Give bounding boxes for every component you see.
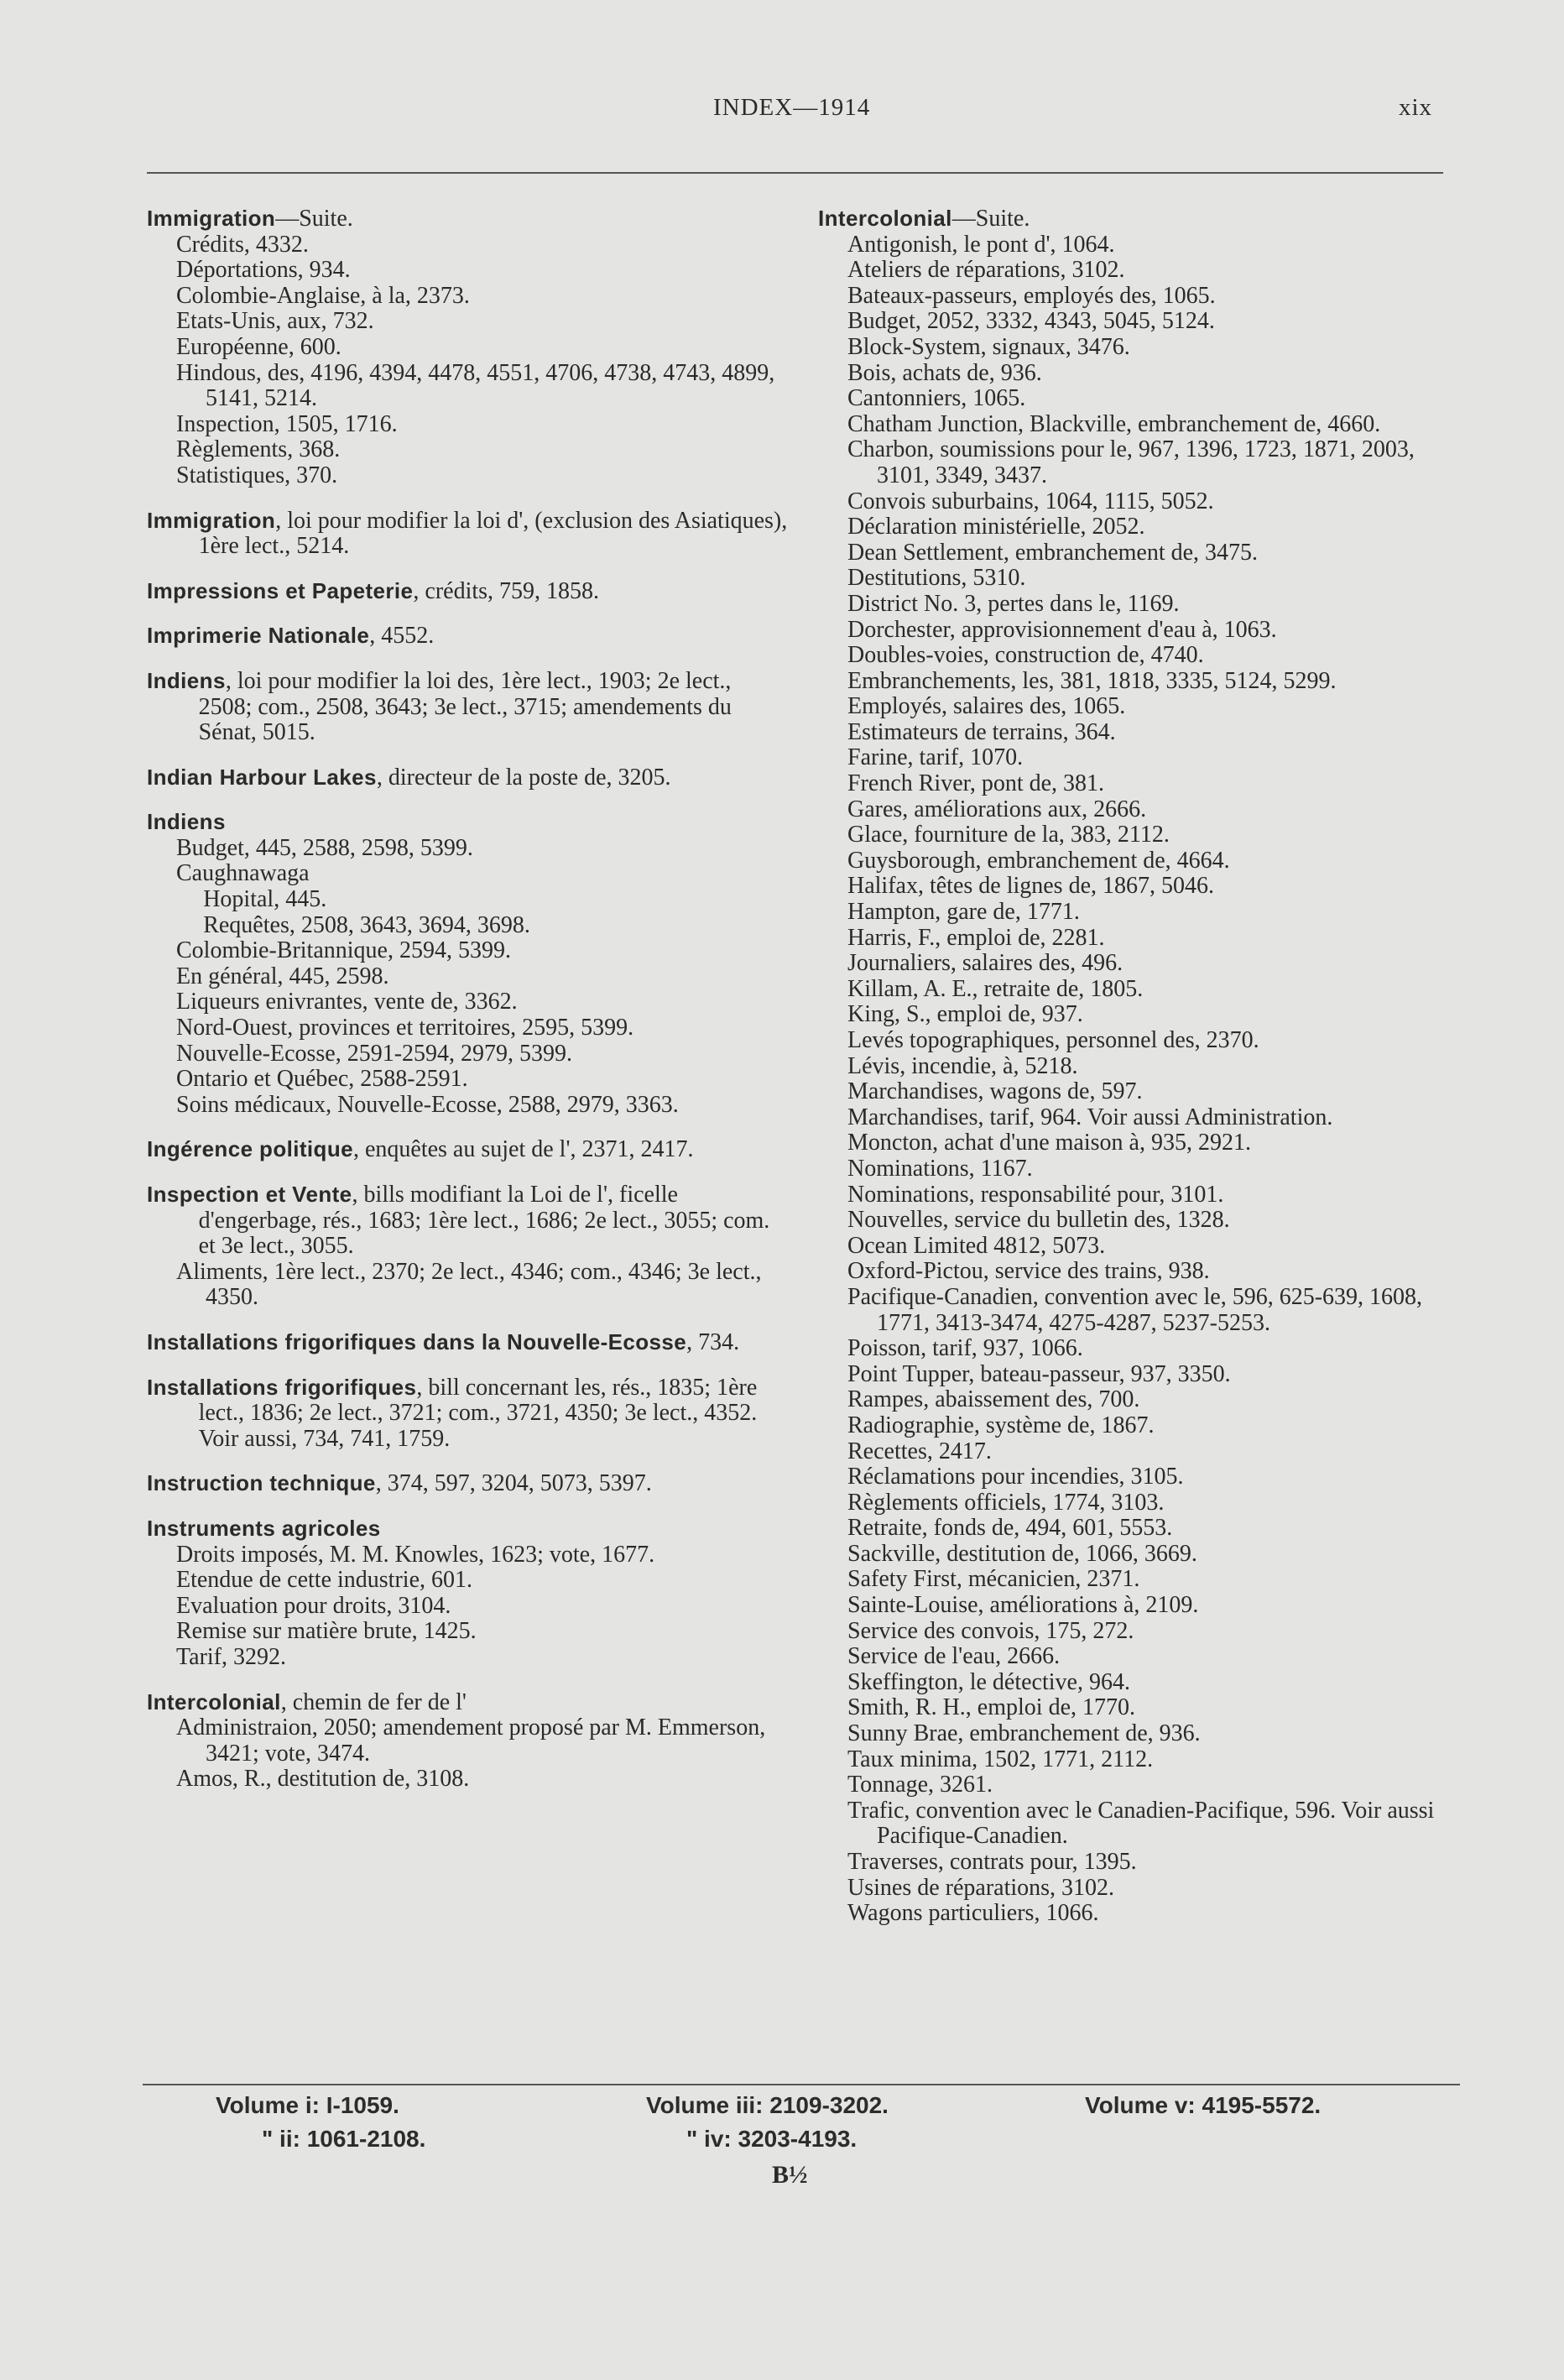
sub-entry: Bateaux-passeurs, employés des, 1065. [847,282,1216,309]
sub-entry: Evaluation pour droits, 3104. [176,1592,451,1619]
sub-entry: Destitutions, 5310. [847,565,1026,592]
entry-text: , bills modifiant la Loi de l', ficelle d'engerbage, rés., 1683; 1ère lect., 1686; 2e lect., 3055; com. et 3e lect., 3055. [198,1182,770,1260]
sub-entry: Européenne, 600. [176,333,341,360]
entry-heading [147,765,789,791]
index-entry [147,668,789,746]
sub-entry: Taux minima, 1502, 1771, 2112. [847,1746,1154,1772]
entry-text: , 734. [686,1328,740,1355]
entry-heading [147,1182,789,1260]
entry-text: —Suite. [275,206,353,232]
sub-entry: Aliments, 1ère lect., 2370; 2e lect., 4346; com., 4346; 3e lect., 4350. [176,1258,762,1311]
index-entry [147,1329,789,1356]
entry-keyword: Intercolonial [818,206,952,231]
entry-text: —Suite. [951,206,1030,232]
left-column [147,206,789,1811]
sub-entry: Journaliers, salaires des, 496. [847,950,1123,977]
entry-heading [147,1329,789,1356]
sub-entry: Charbon, soumissions pour le, 967, 1396, 1723, 1871, 2003, 3101, 3349, 3437. [847,436,1415,488]
sub-entry: Wagons particuliers, 1066. [847,1900,1099,1927]
entry-keyword: Indian Harbour Lakes [147,764,377,790]
sub-entry: Service de l'eau, 2666. [847,1643,1061,1670]
index-entry [147,1136,789,1163]
sub-entry: Poisson, tarif, 937, 1066. [847,1335,1083,1362]
sub-entry: Embranchements, les, 381, 1818, 3335, 5124, 5299. [847,667,1337,694]
sub-entry: Block-System, signaux, 3476. [847,333,1130,360]
index-entry [818,206,1456,1927]
sub-entry: Dean Settlement, embranchement de, 3475. [847,539,1259,566]
index-entry [147,206,789,489]
sub-entry: Règlements officiels, 1774, 3103. [847,1489,1165,1516]
sub-entry: Gares, améliorations aux, 2666. [847,796,1147,822]
entry-text: , 374, 597, 3204, 5073, 5397. [375,1470,652,1497]
volume-i: Volume i: I-1059. [216,2092,399,2118]
volume-iv: " iv: 3203-4193. [686,2126,858,2152]
entry-heading [147,578,789,605]
sub-entry: Etendue de cette industrie, 601. [176,1567,472,1594]
sub-entry: Hampton, gare de, 1771. [847,899,1080,926]
sub-entry: Radiographie, système de, 1867. [847,1412,1155,1438]
sub-entry: Usines de réparations, 3102. [847,1874,1115,1901]
index-entry [147,1182,789,1311]
entry-heading [147,206,789,232]
page-number: xix [1399,94,1433,121]
sub-entry: Oxford-Pictou, service des trains, 938. [847,1258,1210,1285]
sub-entry: Pacifique-Canadien, convention avec le, 596, 625-639, 1608, 1771, 3413-3474, 4275-4287, 5237-5253. [847,1283,1423,1336]
sub-entry: Nouvelles, service du bulletin des, 1328. [847,1207,1230,1234]
sub-entry: Retraite, fonds de, 494, 601, 5553. [847,1515,1173,1542]
entry-keyword: Instruments agricoles [147,1515,381,1541]
sub-entry: Réclamations pour incendies, 3105. [847,1464,1184,1490]
entry-heading [147,1689,789,1716]
entry-keyword: Intercolonial [147,1688,281,1715]
sub-entry: Inspection, 1505, 1716. [176,410,398,437]
sub-entry: Sainte-Louise, améliorations à, 2109. [847,1592,1199,1619]
sub-entry: King, S., emploi de, 937. [847,1001,1083,1028]
entry-text: , loi pour modifier la loi des, 1ère lect., 1903; 2e lect., 2508; com., 2508, 3643; 3e lect., 3715; amendements du Sénat, 5015. [198,667,732,746]
sub-entry: Antigonish, le pont d', 1064. [847,231,1115,258]
sub-entry: Halifax, têtes de lignes de, 1867, 5046. [847,873,1215,900]
sub-entry: District No. 3, pertes dans le, 1169. [847,590,1180,617]
sub-entry: Killam, A. E., retraite de, 1805. [847,975,1144,1002]
sub-entry: Doubles-voies, construction de, 4740. [847,642,1204,669]
sub-sub-entry: Hopital, 445. [203,886,327,913]
sub-entry: Service des convois, 175, 272. [847,1617,1134,1644]
volume-iii: Volume iii: 2109-3202. [646,2092,889,2118]
sub-entry: Harris, F., emploi de, 2281. [847,924,1105,951]
volume-v: Volume v: 4195-5572. [1085,2092,1322,2118]
right-column [818,206,1456,1945]
sub-entry: Liqueurs enivrantes, vente de, 3362. [176,989,518,1015]
entry-heading [818,206,1456,232]
sub-entry: Cantonniers, 1065. [847,385,1026,412]
sub-entry: Safety First, mécanicien, 2371. [847,1566,1140,1593]
index-entry [147,809,789,1118]
sub-entry: Recettes, 2417. [847,1438,992,1464]
sub-entry: Guysborough, embranchement de, 4664. [847,847,1230,874]
sub-entry: Règlements, 368. [176,436,341,463]
entry-keyword: Installations frigorifiques dans la Nouvelle-Ecosse [147,1328,687,1354]
index-entry [147,578,789,605]
sub-entry: Nominations, 1167. [847,1155,1033,1182]
volume-ii: " ii: 1061-2108. [262,2126,426,2152]
signature-mark: B½ [772,2161,808,2189]
sub-entry: Ateliers de réparations, 3102. [847,257,1125,284]
sub-entry: Colombie-Anglaise, à la, 2373. [176,282,470,309]
sub-entry: Rampes, abaissement des, 700. [847,1386,1140,1413]
entry-heading [147,1470,789,1497]
sub-entry: Farine, tarif, 1070. [847,744,1024,771]
entry-text: , chemin de fer de l' [280,1688,467,1715]
sub-entry: Tarif, 3292. [176,1643,287,1670]
entry-keyword: Installations frigorifiques [147,1374,417,1400]
entry-keyword: Imprimerie Nationale [147,623,370,649]
sub-entry: Bois, achats de, 936. [847,359,1042,386]
sub-entry: Amos, R., destitution de, 3108. [176,1766,470,1793]
sub-entry: Tonnage, 3261. [847,1772,993,1798]
index-entry [147,765,789,791]
sub-entry: Trafic, convention avec le Canadien-Pacifique, 596. Voir aussi Pacifique-Canadien. [847,1797,1435,1850]
bottom-rule [143,2084,1460,2085]
page-title: INDEX—1914 [713,94,871,121]
entry-heading [147,668,789,746]
sub-entry: Smith, R. H., emploi de, 1770. [847,1694,1135,1721]
sub-entry: Ocean Limited 4812, 5073. [847,1232,1106,1259]
sub-entry: Moncton, achat d'une maison à, 935, 2921. [847,1130,1251,1156]
sub-entry: Administraion, 2050; amendement proposé par M. Emmerson, 3421; vote, 3474. [176,1715,766,1767]
sub-entry: French River, pont de, 381. [847,770,1105,797]
sub-entry: Sackville, destitution de, 1066, 3669. [847,1540,1197,1567]
sub-entry: Remise sur matière brute, 1425. [176,1618,477,1645]
sub-entry: Marchandises, wagons de, 597. [847,1078,1143,1105]
sub-entry: Chatham Junction, Blackville, embranchement de, 4660. [847,410,1381,437]
sub-entry: Ontario et Québec, 2588-2591. [176,1066,468,1093]
index-entry [147,508,789,560]
sub-entry: Caughnawaga [176,860,310,887]
index-entry [147,1470,789,1497]
entry-heading [147,623,789,650]
entry-text: , enquêtes au sujet de l', 2371, 2417. [352,1136,694,1163]
sub-entry: Sunny Brae, embranchement de, 936. [847,1720,1201,1747]
entry-text: , bill concernant les, rés., 1835; 1ère lect., 1836; 2e lect., 3721; com., 3721, 4350; 3e lect., 4352. Voir aussi, 734, 741, 1759. [198,1374,758,1452]
sub-sub-entry: Requêtes, 2508, 3643, 3694, 3698. [203,911,530,938]
sub-entry: Marchandises, tarif, 964. Voir aussi Administration. [847,1104,1333,1130]
entry-text: , crédits, 759, 1858. [413,577,600,604]
entry-keyword: Immigration [147,507,276,533]
entry-text: , directeur de la poste de, 3205. [376,764,671,791]
index-entry [147,1516,789,1671]
index-entry [147,1375,789,1453]
sub-entry: Traverses, contrats pour, 1395. [847,1849,1137,1875]
sub-entry: Point Tupper, bateau-passeur, 937, 3350. [847,1360,1231,1387]
sub-entry: Crédits, 4332. [176,231,309,258]
sub-entry: Budget, 445, 2588, 2598, 5399. [176,834,473,861]
running-head [0,94,1564,128]
entry-keyword: Instruction technique [147,1470,376,1496]
entry-heading [147,1375,789,1453]
index-entry [147,623,789,650]
entry-keyword: Immigration [147,206,276,231]
sub-entry: Lévis, incendie, à, 5218. [847,1052,1078,1079]
sub-entry: Déclaration ministérielle, 2052. [847,514,1145,540]
entry-keyword: Inspection et Vente [147,1182,352,1207]
entry-heading [147,508,789,560]
entry-text: , loi pour modifier la loi d', (exclusion des Asiatiques), 1ère lect., 5214. [198,507,788,560]
sub-entry: Levés topographiques, personnel des, 2370. [847,1027,1259,1053]
entry-heading [147,1136,789,1163]
sub-entry: Déportations, 934. [176,257,351,284]
sub-entry: Droits imposés, M. M. Knowles, 1623; vote, 1677. [176,1541,655,1568]
entry-keyword: Indiens [147,809,226,835]
sub-entry: Glace, fourniture de la, 383, 2112. [847,822,1170,848]
index-entry [147,1689,789,1793]
sub-entry: Convois suburbains, 1064, 1115, 5052. [847,488,1214,514]
sub-entry: Hindous, des, 4196, 4394, 4478, 4551, 4706, 4738, 4743, 4899, 5141, 5214. [176,359,775,412]
sub-entry: Etats-Unis, aux, 732. [176,308,374,335]
sub-entry: Soins médicaux, Nouvelle-Ecosse, 2588, 2979, 3363. [176,1091,679,1118]
sub-entry: Estimateurs de terrains, 364. [847,718,1116,745]
top-rule [147,172,1443,174]
entry-heading [147,809,789,836]
sub-entry: Budget, 2052, 3332, 4343, 5045, 5124. [847,308,1215,335]
entry-heading [147,1516,789,1542]
sub-entry: Skeffington, le détective, 964. [847,1668,1130,1695]
entry-keyword: Ingérence politique [147,1136,353,1162]
entry-keyword: Impressions et Papeterie [147,577,414,603]
sub-entry: Nominations, responsabilité pour, 3101. [847,1181,1224,1208]
sub-entry: En général, 445, 2598. [176,963,389,989]
sub-entry: Statistiques, 370. [176,462,338,488]
entry-text: , 4552. [369,623,435,650]
sub-entry: Nouvelle-Ecosse, 2591-2594, 2979, 5399. [176,1040,573,1067]
entry-keyword: Indiens [147,667,226,693]
sub-entry: Employés, salaires des, 1065. [847,693,1126,720]
sub-entry: Colombie-Britannique, 2594, 5399. [176,937,511,964]
sub-entry: Nord-Ouest, provinces et territoires, 2595, 5399. [176,1015,634,1041]
sub-entry: Dorchester, approvisionnement d'eau à, 1063. [847,616,1277,643]
